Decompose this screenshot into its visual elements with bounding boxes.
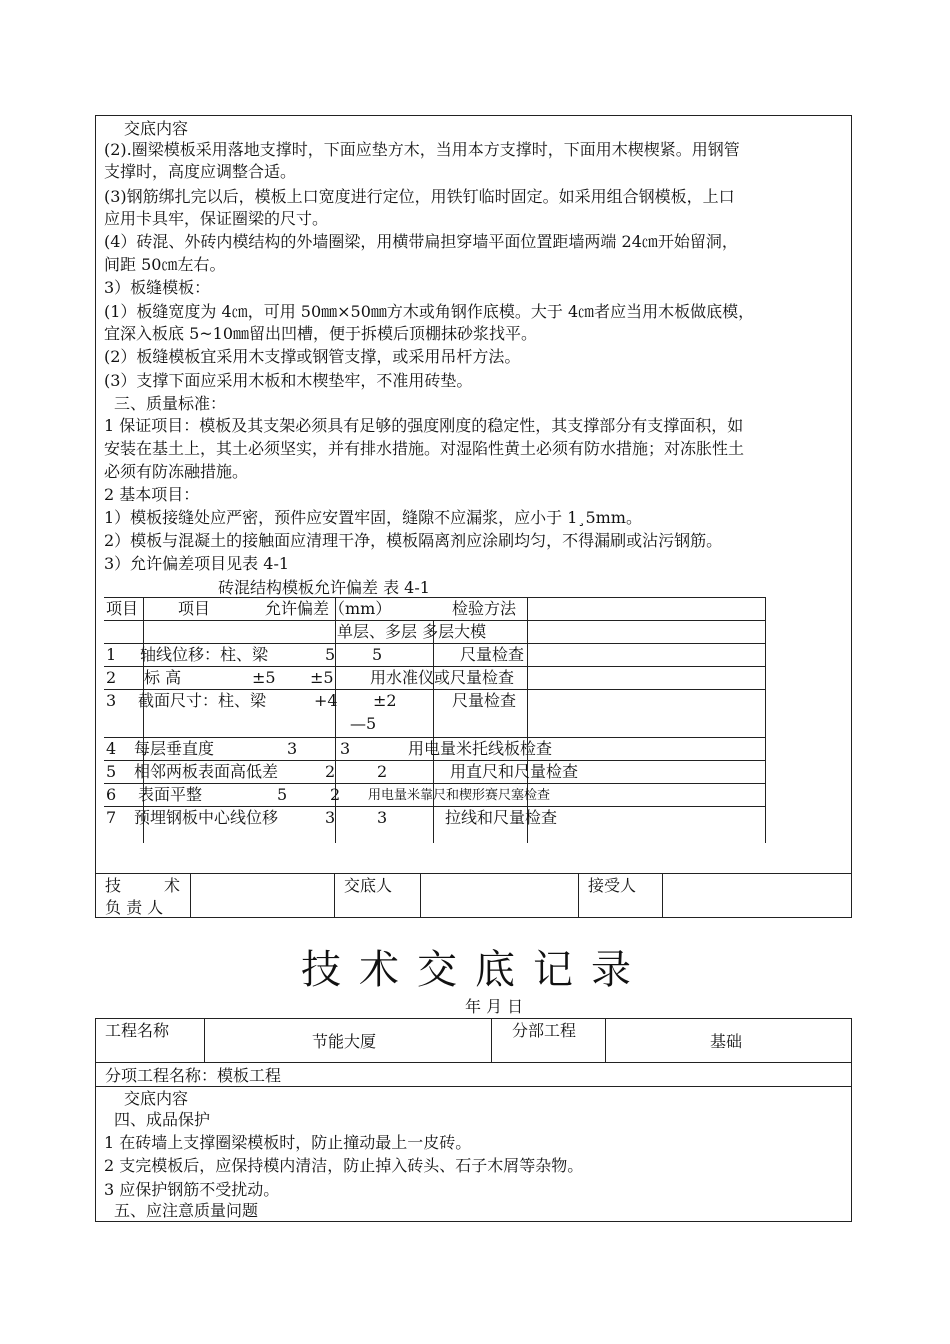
text-line: 2 基本项目： bbox=[104, 485, 200, 504]
text-line: 支撑时，高度应调整合适。 bbox=[104, 162, 297, 181]
table-line bbox=[104, 643, 765, 644]
text-line: 3）允许偏差项目见表 4-1 bbox=[104, 554, 290, 573]
text-line: (2).圈梁模板采用落地支撑时，下面应垫方木，当用本方支撑时，下面用木楔楔紧。用钢管 bbox=[104, 140, 740, 159]
row-number: 1 bbox=[106, 645, 117, 664]
discloser-label: 交底人 bbox=[344, 876, 393, 895]
row-value: 3 bbox=[340, 739, 351, 758]
row-value: —5 bbox=[350, 714, 377, 733]
table-line bbox=[104, 620, 765, 621]
table-line bbox=[95, 1086, 852, 1087]
table-line bbox=[527, 597, 528, 843]
row-item: 每层垂直度 bbox=[134, 739, 215, 758]
table-line bbox=[104, 760, 765, 761]
date-line: 年 月 日 bbox=[465, 997, 524, 1016]
row-method: 用电量米托线板检查 bbox=[408, 739, 553, 758]
footer-divider bbox=[190, 873, 191, 918]
row-value: 2 bbox=[377, 762, 388, 781]
table-header: 允许偏差（mm） bbox=[265, 599, 392, 618]
text-line: (3)钢筋绑扎完以后，模板上口宽度进行定位，用铁钉临时固定。如采用组合钢模板，上口 bbox=[104, 187, 735, 206]
row-method: 用直尺和尺量检查 bbox=[450, 762, 579, 781]
row-method: 拉线和尺量检查 bbox=[445, 808, 558, 827]
table-line bbox=[104, 597, 765, 598]
row-item: 截面尺寸：柱、梁 bbox=[138, 691, 267, 710]
row-value: +4 bbox=[314, 691, 338, 710]
table-header: 项目 bbox=[178, 599, 211, 618]
row-number: 2 bbox=[106, 668, 117, 687]
text-line: 应用卡具牢，保证圈梁的尺寸。 bbox=[104, 209, 329, 228]
row-item: 轴线位移：柱、梁 bbox=[140, 645, 269, 664]
text-line: (2）板缝模板宜采用木支撑或钢管支撑，或采用吊杆方法。 bbox=[104, 347, 521, 366]
row-method: 尺量检查 bbox=[452, 691, 517, 710]
text-line: (1）板缝宽度为 4㎝，可用 50㎜×50㎜方木或角钢作底模。大于 4㎝者应当用木板做底模， bbox=[104, 302, 755, 321]
text-line: 1 保证项目：模板及其支架必须具有足够的强度刚度的稳定性，其支撑部分有支撑面积，如 bbox=[104, 416, 744, 435]
row-value: 3 bbox=[287, 739, 298, 758]
text-line: 间距 50㎝左右。 bbox=[104, 255, 226, 274]
table-line bbox=[143, 597, 144, 843]
tech-lead-label: 技 bbox=[105, 876, 122, 895]
table-line bbox=[605, 1018, 606, 1062]
text-line: (3）支撑下面应采用木板和木楔垫牢，不准用砖垫。 bbox=[104, 371, 473, 390]
table-line bbox=[204, 1018, 205, 1062]
receiver-label: 接受人 bbox=[588, 876, 637, 895]
row-value: 5 bbox=[372, 645, 383, 664]
table-line bbox=[104, 666, 765, 667]
text-line: 2 支完模板后，应保持模内清洁，防止掉入砖头、石子木屑等杂物。 bbox=[104, 1156, 584, 1175]
text-line: 1 在砖墙上支撑圈梁模板时，防止撞动最上一皮砖。 bbox=[104, 1133, 472, 1152]
text-line: 1）模板接缝处应严密，预件应安置牢固，缝隙不应漏浆，应小于 1¸5mm。 bbox=[104, 508, 642, 527]
row-item: 相邻两板表面高低差 bbox=[134, 762, 279, 781]
row-method: 尺量检查 bbox=[460, 645, 525, 664]
page-title: 技术交底记录 bbox=[301, 947, 649, 993]
row-value: 5 bbox=[325, 645, 336, 664]
footer-divider bbox=[578, 873, 579, 918]
text-line: 3 应保护钢筋不受扰动。 bbox=[104, 1180, 280, 1199]
text-line: 3）板缝模板： bbox=[104, 278, 211, 297]
text-line: 2）模板与混凝土的接触面应清理干净，模板隔离剂应涂刷均匀，不得漏刷或沾污钢筋。 bbox=[104, 531, 723, 550]
text-line: 安装在基土上，其土必须坚实，并有排水措施。对湿陷性黄土必须有防水措施；对冻胀性土 bbox=[104, 439, 745, 458]
footer-divider bbox=[420, 873, 421, 918]
row-number: 5 bbox=[106, 762, 117, 781]
row-item: 表面平整 bbox=[138, 785, 203, 804]
text-line: 必须有防冻融措施。 bbox=[104, 462, 249, 481]
text-line: 宜深入板底 5~10㎜留出凹槽，便于拆模后顶棚抹砂浆找平。 bbox=[104, 324, 538, 343]
row-number: 4 bbox=[106, 739, 117, 758]
row-number: 3 bbox=[106, 691, 117, 710]
text-line: (4）砖混、外砖内模结构的外墙圈梁，用横带扁担穿墙平面位置距墙两端 24㎝开始留洞， bbox=[104, 232, 738, 251]
table-line bbox=[104, 783, 765, 784]
row-value: 3 bbox=[377, 808, 388, 827]
row-value: ±2 bbox=[373, 691, 397, 710]
row-item: 标 高 bbox=[144, 668, 182, 687]
table-line bbox=[765, 597, 766, 843]
row-number: 6 bbox=[106, 785, 117, 804]
section-heading: 三、质量标准： bbox=[114, 394, 227, 413]
row-value: ±5 bbox=[252, 668, 276, 687]
footer-divider bbox=[334, 873, 335, 918]
table-header: 项目 bbox=[106, 599, 139, 618]
table-header: 检验方法 bbox=[452, 599, 517, 618]
tech-lead-label: 术 bbox=[164, 876, 181, 895]
project-name-label: 工程名称 bbox=[105, 1021, 170, 1040]
division-label: 分部工程 bbox=[512, 1021, 577, 1040]
footer-divider bbox=[662, 873, 663, 918]
disclosure-heading: 交底内容 bbox=[124, 1089, 189, 1108]
footer-divider bbox=[95, 873, 852, 874]
row-method: 用水准仪或尺量检查 bbox=[370, 668, 515, 687]
table-line bbox=[335, 597, 336, 843]
table-line bbox=[104, 806, 765, 807]
subitem-name: 分项工程名称：模板工程 bbox=[105, 1066, 282, 1085]
table-line bbox=[95, 1062, 852, 1063]
row-method: 用电量米靠尺和楔形赛尺塞检查 bbox=[368, 788, 551, 803]
row-value: 2 bbox=[330, 785, 341, 804]
row-value: ±5 bbox=[310, 668, 334, 687]
row-number: 7 bbox=[106, 808, 117, 827]
disclosure-heading: 交底内容 bbox=[124, 119, 189, 138]
division-value: 基础 bbox=[710, 1032, 743, 1051]
row-item: 预埋钢板中心线位移 bbox=[134, 808, 279, 827]
row-value: 3 bbox=[325, 808, 336, 827]
table-line bbox=[491, 1018, 492, 1062]
project-name-value: 节能大厦 bbox=[312, 1032, 377, 1051]
row-value: 5 bbox=[277, 785, 288, 804]
table-line bbox=[104, 737, 765, 738]
table-line bbox=[104, 689, 765, 690]
table-subheader: 单层、多层 多层大模 bbox=[337, 622, 487, 641]
row-value: 2 bbox=[325, 762, 336, 781]
section-heading: 四、成品保护 bbox=[114, 1110, 211, 1129]
section-heading: 五、应注意质量问题 bbox=[114, 1201, 259, 1220]
table-line bbox=[433, 620, 434, 843]
tech-lead-label: 负 责 人 bbox=[105, 898, 164, 917]
table-caption: 砖混结构模板允许偏差 表 4-1 bbox=[218, 578, 430, 597]
